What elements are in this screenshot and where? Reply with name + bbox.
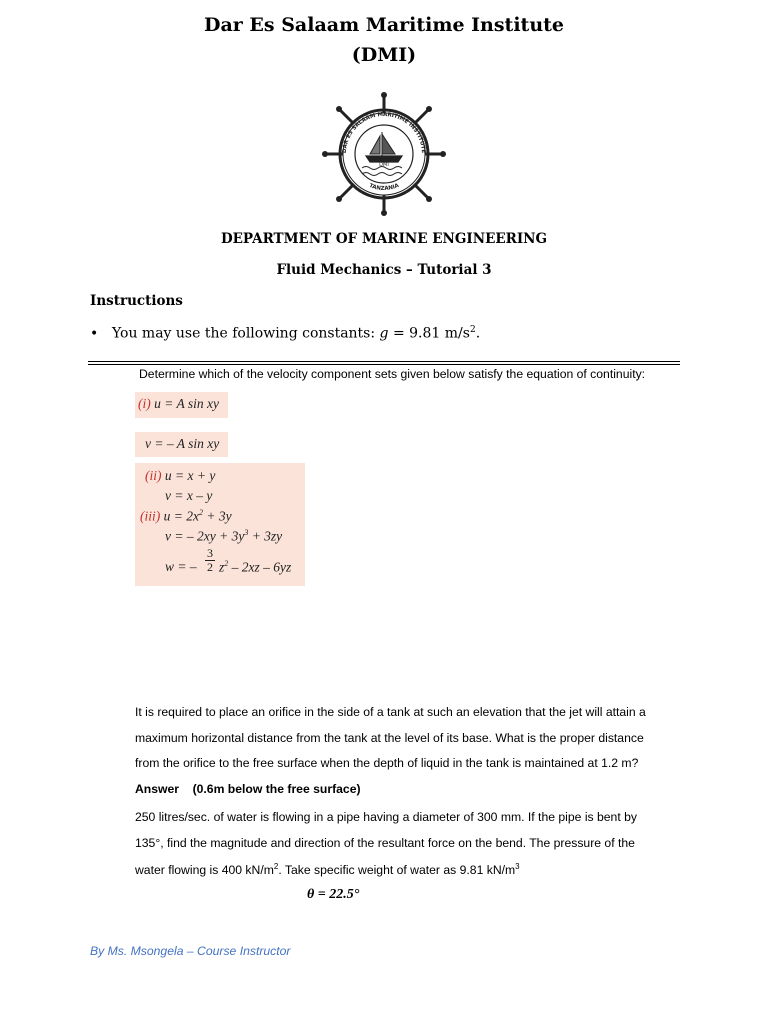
divider-bottom — [88, 364, 680, 365]
q3-line-3-exp2: 3 — [515, 862, 520, 871]
logo-bottom-text: TANZANIA — [368, 182, 400, 193]
q2-line-2: maximum horizontal distance from the tank at the level of its base. What is the proper distance — [135, 731, 644, 745]
department-title: DEPARTMENT OF MARINE ENGINEERING — [220, 231, 548, 247]
q1-set-iii-v-rest: + 3zy — [248, 528, 283, 544]
q1-set-ii-u: u = x + y — [161, 468, 216, 483]
q3-line-3-b: . Take specific weight of water as 9.81 kN/m — [278, 863, 516, 878]
q1-prompt: Determine which of the velocity component sets given below satisfy the equation of continuity: — [139, 367, 646, 381]
q1-set-ii-label: (ii) — [145, 468, 162, 483]
g-exponent: 2 — [469, 325, 476, 335]
q2-line-3: from the orifice to the free surface when the depth of liquid in the tank is maintained at 1.2 m? — [135, 756, 639, 770]
q1-set-i-label: (i) — [138, 396, 151, 411]
q1-set-iii-u-exp: 2 — [198, 508, 203, 517]
q3-result: θ = 22.5° — [307, 887, 360, 902]
q1-set-iii-u: u = 2x — [160, 508, 199, 524]
q1-set-i-v: v = – A sin xy — [145, 436, 220, 451]
q3-line-2: 135°, find the magnitude and direction of the resultant force on the bend. The pressure of the — [135, 836, 635, 850]
institute-title: Dar Es Salaam Maritime Institute — [203, 14, 565, 36]
g-value: = 9.81 m/s — [388, 325, 470, 342]
logo-ring-text: DAR ES SALAAM MARITIME INSTITUTE — [341, 111, 427, 154]
q1-set-iii-w-fraction — [205, 547, 215, 574]
constants-bullet — [90, 325, 480, 342]
institute-abbrev: (DMI) — [351, 44, 417, 66]
svg-text:TANZANIA — [368, 183, 401, 193]
q1-set-iii-u-rest: + 3y — [202, 508, 232, 524]
bullet-text: You may use the following constants: — [112, 325, 380, 342]
logo-center-text: DMI — [379, 162, 389, 168]
q3-line-1: 250 litres/sec. of water is flowing in a pipe having a diameter of 300 mm. If the pipe is bent by — [135, 810, 637, 824]
q1-set-i-u: u = A sin xy — [150, 396, 219, 411]
bullet-icon: • — [90, 325, 99, 342]
q1-set-iii-label: (iii) — [140, 508, 161, 524]
q1-set-iii-w: w = – — [165, 559, 197, 574]
q1-set-iii-v: v = – 2xy + 3y — [165, 528, 245, 544]
g-symbol: g — [379, 325, 389, 342]
q1-set-iii-v-exp: 3 — [244, 528, 249, 537]
q1-set-i-u-box — [135, 392, 228, 418]
q1-set-iii-w-z: z — [219, 559, 225, 575]
q2-line-1: It is required to place an orifice in the side of a tank at such an elevation that the jet will attain a — [135, 705, 646, 719]
footer-credit: By Ms. Msongela – Course Instructor — [90, 944, 291, 958]
q1-set-i-v-box — [135, 432, 228, 457]
instructions-heading: Instructions — [90, 293, 183, 309]
q1-set-iii-w-rest: – 2xz – 6yz — [228, 559, 292, 575]
fraction-numerator: 3 — [207, 546, 213, 560]
institute-logo — [322, 92, 446, 216]
fraction-denominator: 2 — [207, 560, 213, 574]
q2-answer: Answer (0.6m below the free surface) — [135, 782, 361, 796]
q3-line-3 — [135, 862, 520, 877]
q3-line-3-exp: 2 — [273, 862, 279, 871]
tutorial-title: Fluid Mechanics – Tutorial 3 — [276, 262, 492, 278]
q1-sets-ii-iii-box — [135, 463, 305, 586]
q1-set-ii-v: v = x – y — [165, 488, 213, 503]
divider-top — [88, 361, 680, 362]
q3-line-3-a: water flowing is 400 kN/m — [135, 863, 274, 878]
g-end: . — [475, 325, 481, 342]
q1-set-iii-w-exp: 2 — [224, 559, 229, 568]
